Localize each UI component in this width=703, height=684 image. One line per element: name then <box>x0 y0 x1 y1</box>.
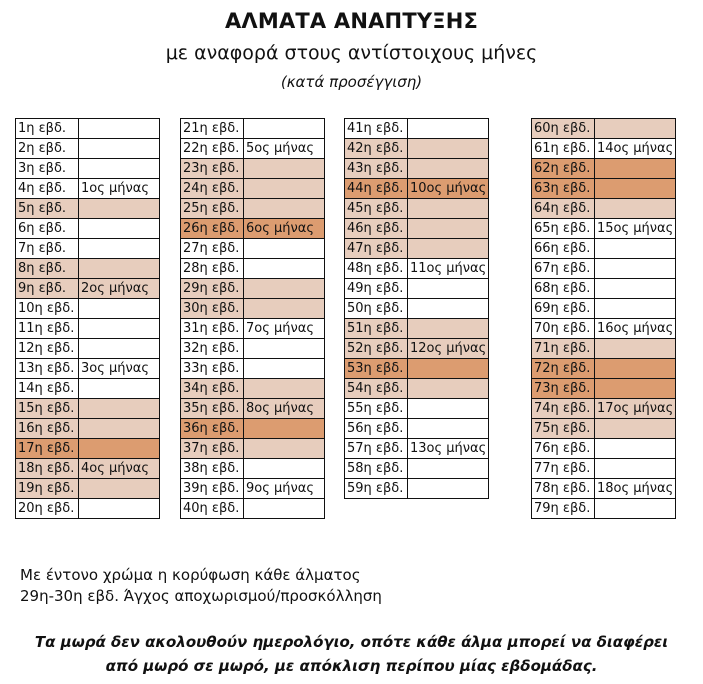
month-cell <box>408 139 489 159</box>
month-cell <box>244 279 325 299</box>
month-cell <box>79 379 160 399</box>
week-cell: 53η εβδ. <box>345 359 408 379</box>
month-cell <box>79 399 160 419</box>
month-cell <box>244 239 325 259</box>
week-cell: 12η εβδ. <box>16 339 79 359</box>
week-cell: 6η εβδ. <box>16 219 79 239</box>
table-row <box>16 119 160 139</box>
month-cell <box>79 199 160 219</box>
month-cell <box>244 419 325 439</box>
week-cell: 15η εβδ. <box>16 399 79 419</box>
table-row <box>181 419 325 439</box>
week-cell: 57η εβδ. <box>345 439 408 459</box>
week-cell: 40η εβδ. <box>181 499 244 519</box>
table-row <box>16 159 160 179</box>
table-row <box>345 299 489 319</box>
table-row <box>181 279 325 299</box>
week-cell: 64η εβδ. <box>532 199 595 219</box>
month-cell: 1ος μήνας <box>79 179 160 199</box>
month-cell <box>244 359 325 379</box>
week-cell: 69η εβδ. <box>532 299 595 319</box>
month-cell <box>244 179 325 199</box>
week-cell: 35η εβδ. <box>181 399 244 419</box>
page-title: ΑΛΜΑΤΑ ΑΝΑΠΤΥΞΗΣ <box>224 9 479 33</box>
week-cell: 24η εβδ. <box>181 179 244 199</box>
week-cell: 44η εβδ. <box>345 179 408 199</box>
month-cell <box>408 199 489 219</box>
month-cell: 9ος μήνας <box>244 479 325 499</box>
week-cell: 14η εβδ. <box>16 379 79 399</box>
week-cell: 5η εβδ. <box>16 199 79 219</box>
page-subtitle: με αναφορά στους αντίστοιχους μήνες <box>165 42 538 64</box>
month-cell <box>595 439 676 459</box>
month-cell: 11ος μήνας <box>408 259 489 279</box>
table-row <box>345 359 489 379</box>
table-row <box>532 159 676 179</box>
table-row <box>16 479 160 499</box>
table-row <box>345 259 489 279</box>
week-cell: 37η εβδ. <box>181 439 244 459</box>
table-row <box>532 259 676 279</box>
month-cell <box>408 479 489 499</box>
week-cell: 75η εβδ. <box>532 419 595 439</box>
table-row <box>16 359 160 379</box>
table-row <box>345 279 489 299</box>
table-row <box>532 419 676 439</box>
month-cell <box>244 499 325 519</box>
week-cell: 70η εβδ. <box>532 319 595 339</box>
month-cell: 2ος μήνας <box>79 279 160 299</box>
table-row <box>532 279 676 299</box>
legend <box>20 565 382 607</box>
week-cell: 32η εβδ. <box>181 339 244 359</box>
table-row <box>181 159 325 179</box>
month-cell <box>244 259 325 279</box>
month-cell <box>244 459 325 479</box>
table-row <box>345 379 489 399</box>
week-cell: 66η εβδ. <box>532 239 595 259</box>
week-cell: 55η εβδ. <box>345 399 408 419</box>
month-cell <box>79 139 160 159</box>
month-cell: 14ος μήνας <box>595 139 676 159</box>
table-row <box>181 139 325 159</box>
weeks-table-2 <box>180 118 325 519</box>
weeks-table-1 <box>15 118 160 519</box>
week-cell: 1η εβδ. <box>16 119 79 139</box>
month-cell <box>595 419 676 439</box>
week-cell: 19η εβδ. <box>16 479 79 499</box>
week-cell: 33η εβδ. <box>181 359 244 379</box>
week-cell: 4η εβδ. <box>16 179 79 199</box>
month-cell <box>79 159 160 179</box>
table-row <box>345 419 489 439</box>
week-cell: 31η εβδ. <box>181 319 244 339</box>
footer-line-1: Τα μωρά δεν ακολουθούν ημερολόγιο, οπότε κάθε άλμα μπορεί να διαφέρει <box>34 633 669 651</box>
table-row <box>181 459 325 479</box>
month-cell <box>595 199 676 219</box>
month-cell <box>244 199 325 219</box>
month-cell <box>595 299 676 319</box>
month-cell <box>79 259 160 279</box>
month-cell <box>244 379 325 399</box>
week-cell: 16η εβδ. <box>16 419 79 439</box>
table-row <box>181 319 325 339</box>
table-row <box>16 259 160 279</box>
table-row <box>345 479 489 499</box>
table-row <box>532 399 676 419</box>
table-row <box>345 179 489 199</box>
month-cell <box>244 159 325 179</box>
week-cell: 43η εβδ. <box>345 159 408 179</box>
month-cell <box>408 119 489 139</box>
month-cell <box>595 159 676 179</box>
week-cell: 23η εβδ. <box>181 159 244 179</box>
month-cell <box>408 219 489 239</box>
month-cell <box>79 119 160 139</box>
table-row <box>16 439 160 459</box>
month-cell <box>595 179 676 199</box>
month-cell <box>79 299 160 319</box>
week-cell: 78η εβδ. <box>532 479 595 499</box>
month-cell: 12ος μήνας <box>408 339 489 359</box>
table-row <box>532 459 676 479</box>
week-cell: 29η εβδ. <box>181 279 244 299</box>
week-cell: 34η εβδ. <box>181 379 244 399</box>
month-cell: 13ος μήνας <box>408 439 489 459</box>
week-cell: 49η εβδ. <box>345 279 408 299</box>
month-cell: 10ος μήνας <box>408 179 489 199</box>
legend-line-peak: Με έντονο χρώμα η κορύφωση κάθε άλματος <box>20 566 361 584</box>
week-cell: 63η εβδ. <box>532 179 595 199</box>
month-cell <box>79 439 160 459</box>
table-row <box>181 299 325 319</box>
week-cell: 67η εβδ. <box>532 259 595 279</box>
table-row <box>532 299 676 319</box>
week-cell: 61η εβδ. <box>532 139 595 159</box>
table-row <box>532 239 676 259</box>
month-cell: 5ος μήνας <box>244 139 325 159</box>
week-cell: 76η εβδ. <box>532 439 595 459</box>
month-cell <box>595 259 676 279</box>
table-row <box>16 139 160 159</box>
month-cell <box>595 379 676 399</box>
week-cell: 38η εβδ. <box>181 459 244 479</box>
month-cell <box>408 399 489 419</box>
month-cell <box>79 219 160 239</box>
month-cell <box>79 339 160 359</box>
week-cell: 13η εβδ. <box>16 359 79 379</box>
table-row <box>345 199 489 219</box>
table-row <box>345 119 489 139</box>
table-row <box>16 399 160 419</box>
table-row <box>345 339 489 359</box>
week-cell: 11η εβδ. <box>16 319 79 339</box>
week-cell: 59η εβδ. <box>345 479 408 499</box>
week-cell: 48η εβδ. <box>345 259 408 279</box>
week-cell: 36η εβδ. <box>181 419 244 439</box>
table-row <box>345 139 489 159</box>
month-cell <box>244 339 325 359</box>
month-cell: 16ος μήνας <box>595 319 676 339</box>
week-cell: 62η εβδ. <box>532 159 595 179</box>
week-cell: 56η εβδ. <box>345 419 408 439</box>
table-row <box>181 439 325 459</box>
week-cell: 28η εβδ. <box>181 259 244 279</box>
week-cell: 65η εβδ. <box>532 219 595 239</box>
month-cell <box>595 499 676 519</box>
month-cell: 15ος μήνας <box>595 219 676 239</box>
month-cell: 3ος μήνας <box>79 359 160 379</box>
table-row <box>345 239 489 259</box>
week-cell: 68η εβδ. <box>532 279 595 299</box>
table-row <box>16 219 160 239</box>
month-cell <box>79 499 160 519</box>
week-cell: 77η εβδ. <box>532 459 595 479</box>
table-row <box>181 199 325 219</box>
month-cell <box>79 239 160 259</box>
week-cell: 41η εβδ. <box>345 119 408 139</box>
table-row <box>345 399 489 419</box>
month-cell <box>595 459 676 479</box>
month-cell: 6ος μήνας <box>244 219 325 239</box>
table-row <box>532 339 676 359</box>
week-cell: 26η εβδ. <box>181 219 244 239</box>
month-cell <box>595 339 676 359</box>
table-row <box>345 319 489 339</box>
table-row <box>345 159 489 179</box>
month-cell <box>79 319 160 339</box>
month-cell <box>408 299 489 319</box>
table-row <box>16 459 160 479</box>
table-row <box>532 439 676 459</box>
week-cell: 7η εβδ. <box>16 239 79 259</box>
table-row <box>532 379 676 399</box>
footer-note <box>0 630 703 678</box>
table-row <box>181 119 325 139</box>
month-cell <box>408 159 489 179</box>
month-cell: 4ος μήνας <box>79 459 160 479</box>
month-cell <box>408 239 489 259</box>
table-row <box>16 379 160 399</box>
week-cell: 42η εβδ. <box>345 139 408 159</box>
week-cell: 3η εβδ. <box>16 159 79 179</box>
week-cell: 60η εβδ. <box>532 119 595 139</box>
table-row <box>181 379 325 399</box>
month-cell <box>244 439 325 459</box>
table-row <box>345 459 489 479</box>
month-cell: 8ος μήνας <box>244 399 325 419</box>
week-cell: 46η εβδ. <box>345 219 408 239</box>
week-cell: 20η εβδ. <box>16 499 79 519</box>
week-cell: 47η εβδ. <box>345 239 408 259</box>
approx-note: (κατά προσέγγιση) <box>280 73 423 91</box>
month-cell <box>595 279 676 299</box>
table-row <box>181 499 325 519</box>
week-cell: 21η εβδ. <box>181 119 244 139</box>
month-cell <box>595 119 676 139</box>
month-cell <box>408 379 489 399</box>
week-cell: 79η εβδ. <box>532 499 595 519</box>
month-cell <box>408 319 489 339</box>
week-cell: 73η εβδ. <box>532 379 595 399</box>
table-row <box>16 419 160 439</box>
month-cell <box>244 299 325 319</box>
week-cell: 25η εβδ. <box>181 199 244 219</box>
table-row <box>16 179 160 199</box>
week-cell: 18η εβδ. <box>16 459 79 479</box>
week-cell: 71η εβδ. <box>532 339 595 359</box>
table-row <box>532 479 676 499</box>
table-row <box>181 219 325 239</box>
table-row <box>16 499 160 519</box>
table-row <box>16 299 160 319</box>
month-cell <box>408 279 489 299</box>
week-cell: 52η εβδ. <box>345 339 408 359</box>
table-row <box>345 439 489 459</box>
table-row <box>181 259 325 279</box>
table-row <box>532 319 676 339</box>
week-cell: 54η εβδ. <box>345 379 408 399</box>
table-row <box>16 319 160 339</box>
table-row <box>345 219 489 239</box>
table-row <box>532 179 676 199</box>
footer-line-2: από μωρό σε μωρό, με απόκλιση περίπου μίας εβδομάδας. <box>105 657 598 675</box>
table-row <box>181 479 325 499</box>
table-row <box>532 119 676 139</box>
table-row <box>532 499 676 519</box>
week-cell: 39η εβδ. <box>181 479 244 499</box>
week-cell: 9η εβδ. <box>16 279 79 299</box>
month-cell: 17ος μήνας <box>595 399 676 419</box>
table-row <box>181 179 325 199</box>
month-cell <box>408 459 489 479</box>
month-cell: 7ος μήνας <box>244 319 325 339</box>
month-cell <box>79 419 160 439</box>
week-cell: 58η εβδ. <box>345 459 408 479</box>
month-cell: 18ος μήνας <box>595 479 676 499</box>
week-cell: 51η εβδ. <box>345 319 408 339</box>
week-cell: 74η εβδ. <box>532 399 595 419</box>
month-cell <box>408 419 489 439</box>
table-row <box>532 219 676 239</box>
table-row <box>181 339 325 359</box>
week-cell: 8η εβδ. <box>16 259 79 279</box>
week-cell: 50η εβδ. <box>345 299 408 319</box>
weeks-table-3 <box>344 118 489 499</box>
week-cell: 27η εβδ. <box>181 239 244 259</box>
table-row <box>532 199 676 219</box>
month-cell <box>595 359 676 379</box>
week-cell: 22η εβδ. <box>181 139 244 159</box>
week-cell: 45η εβδ. <box>345 199 408 219</box>
table-row <box>181 359 325 379</box>
legend-line-separation: 29η-30η εβδ. Άγχος αποχωρισμού/προσκόλληση <box>20 587 382 605</box>
week-cell: 72η εβδ. <box>532 359 595 379</box>
table-row <box>532 139 676 159</box>
table-row <box>16 339 160 359</box>
table-row <box>16 239 160 259</box>
weeks-table-4 <box>531 118 676 519</box>
week-cell: 17η εβδ. <box>16 439 79 459</box>
month-cell <box>244 119 325 139</box>
table-row <box>181 239 325 259</box>
table-row <box>181 399 325 419</box>
table-row <box>16 279 160 299</box>
month-cell <box>408 359 489 379</box>
week-cell: 2η εβδ. <box>16 139 79 159</box>
table-row <box>16 199 160 219</box>
week-cell: 30η εβδ. <box>181 299 244 319</box>
table-row <box>532 359 676 379</box>
week-cell: 10η εβδ. <box>16 299 79 319</box>
month-cell <box>79 479 160 499</box>
month-cell <box>595 239 676 259</box>
